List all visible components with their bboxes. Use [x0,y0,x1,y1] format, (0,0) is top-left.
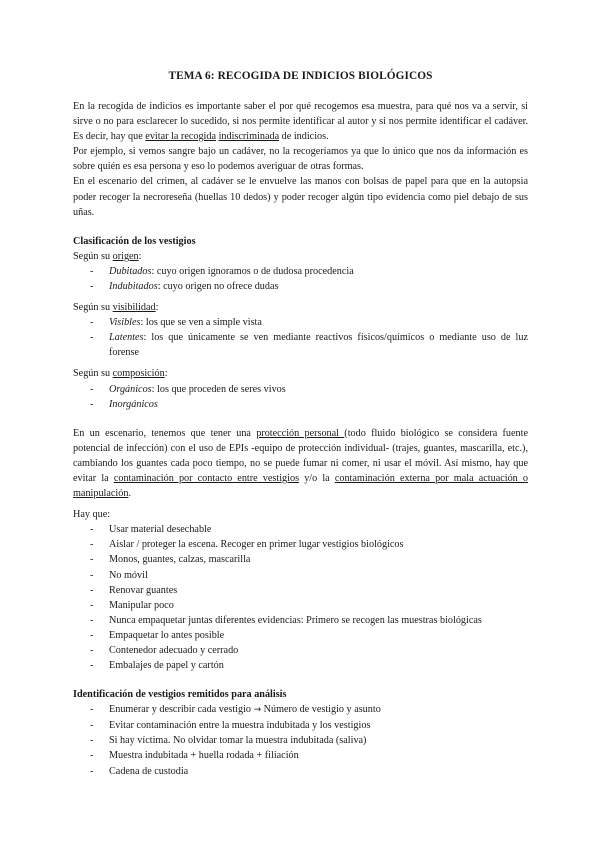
identification-list [73,702,528,778]
criteria-composicion: Según su composición: [73,368,168,380]
list-item: - Si hay víctima. No olvidar tomar la muestra indubitada (saliva) [73,733,528,748]
underlined-phrase: indiscriminada [218,131,280,143]
origen-list [73,264,528,294]
list-item: - Visibles: los que se ven a simple vista [73,315,528,330]
visibilidad-list [73,315,528,360]
criteria-origen: Según su origen: [73,250,142,262]
list-item: - Embalajes de papel y cartón [73,658,528,673]
list-item: - Aislar / proteger la escena. Recoger en primer lugar vestigios biológicos [73,537,528,552]
list-item: - Contenedor adecuado y cerrado [73,643,528,658]
list-item: - Nunca empaquetar juntas diferentes evidencias: Primero se recogen las muestras biológicas [73,613,528,628]
intro-paragraph-2: Por ejemplo, si vemos sangre bajo un cadáver, no la recogeríamos ya que lo único que nos da información es sobre quién es esa persona y eso lo podemos averiguar de otras formas. [73,146,528,173]
list-item: - Indubitados: cuyo origen no ofrece dudas [73,279,528,294]
hay-que-list [73,522,528,673]
list-item: - Manipular poco [73,598,528,613]
section-heading-identification: Identificación de vestigios remitidos para análisis [73,689,287,701]
page-title: TEMA 6: RECOGIDA DE INDICIOS BIOLÓGICOS [168,70,433,82]
list-item: - Muestra indubitada + huella rodada + filiación [73,748,528,763]
section-heading-classification: Clasificación de los vestigios [73,235,196,247]
intro-paragraph-1: En la recogida de indicios es importante saber el por qué recogemos esa muestra, para qué nos va a servir, si sirve o no para esclarecer lo sucedido, si nos permite identificar al autor y si nos permite identificar el cadáver. Es decir, hay que evitar la recogida indiscriminada de indicios. [73,101,528,143]
list-item: - Renovar guantes [73,583,528,598]
list-item: - Inorgánicos [73,397,528,412]
list-item: - Enumerar y describir cada vestigio → Número de vestigio y asunto [73,702,528,718]
list-item: - Cadena de custodia [73,764,528,779]
list-item: - Dubitados: cuyo origen ignoramos o de dudosa procedencia [73,264,528,279]
intro-paragraph-3: En el escenario del crimen, al cadáver se le envuelve las manos con bolsas de papel para que en la autopsia poder recoger la necroreseña (huellas 10 dedos) y poder recoger algún tipo evidencia como piel debajo de sus uñas. [73,176,528,218]
hay-que-label: Hay que: [73,509,111,521]
list-item: - Usar material desechable [73,522,528,537]
right-arrow-icon: → [253,705,262,716]
list-item: - No móvil [73,568,528,583]
list-item: - Evitar contaminación entre la muestra indubitada y los vestigios [73,718,528,733]
list-item: - Empaquetar lo antes posible [73,628,528,643]
list-item: - Monos, guantes, calzas, mascarilla [73,552,528,567]
list-item: - Orgánicos: los que proceden de seres vivos [73,382,528,397]
underlined-phrase: evitar la recogida [145,131,217,143]
protection-paragraph: En un escenario, tenemos que tener una protección personal (todo fluido biológico se considera fuente potencial de infección) con el uso de EPIs -equipo de protección individual- (trajes, guantes, mascarilla, etc.), cambiando los guantes cada poco tiempo, no se puede fumar ni comer, ni usar el móvil. Así mismo, hay que evitar la contaminación por contacto entre vestigios y/o la contaminación externa por mala actuación o manipulación. [73,427,528,500]
criteria-visibilidad: Según su visibilidad: [73,302,159,314]
composicion-list [73,382,528,412]
list-item: - Latentes: los que únicamente se ven mediante reactivos físicos/químicos o mediante uso de luz forense [73,330,528,360]
